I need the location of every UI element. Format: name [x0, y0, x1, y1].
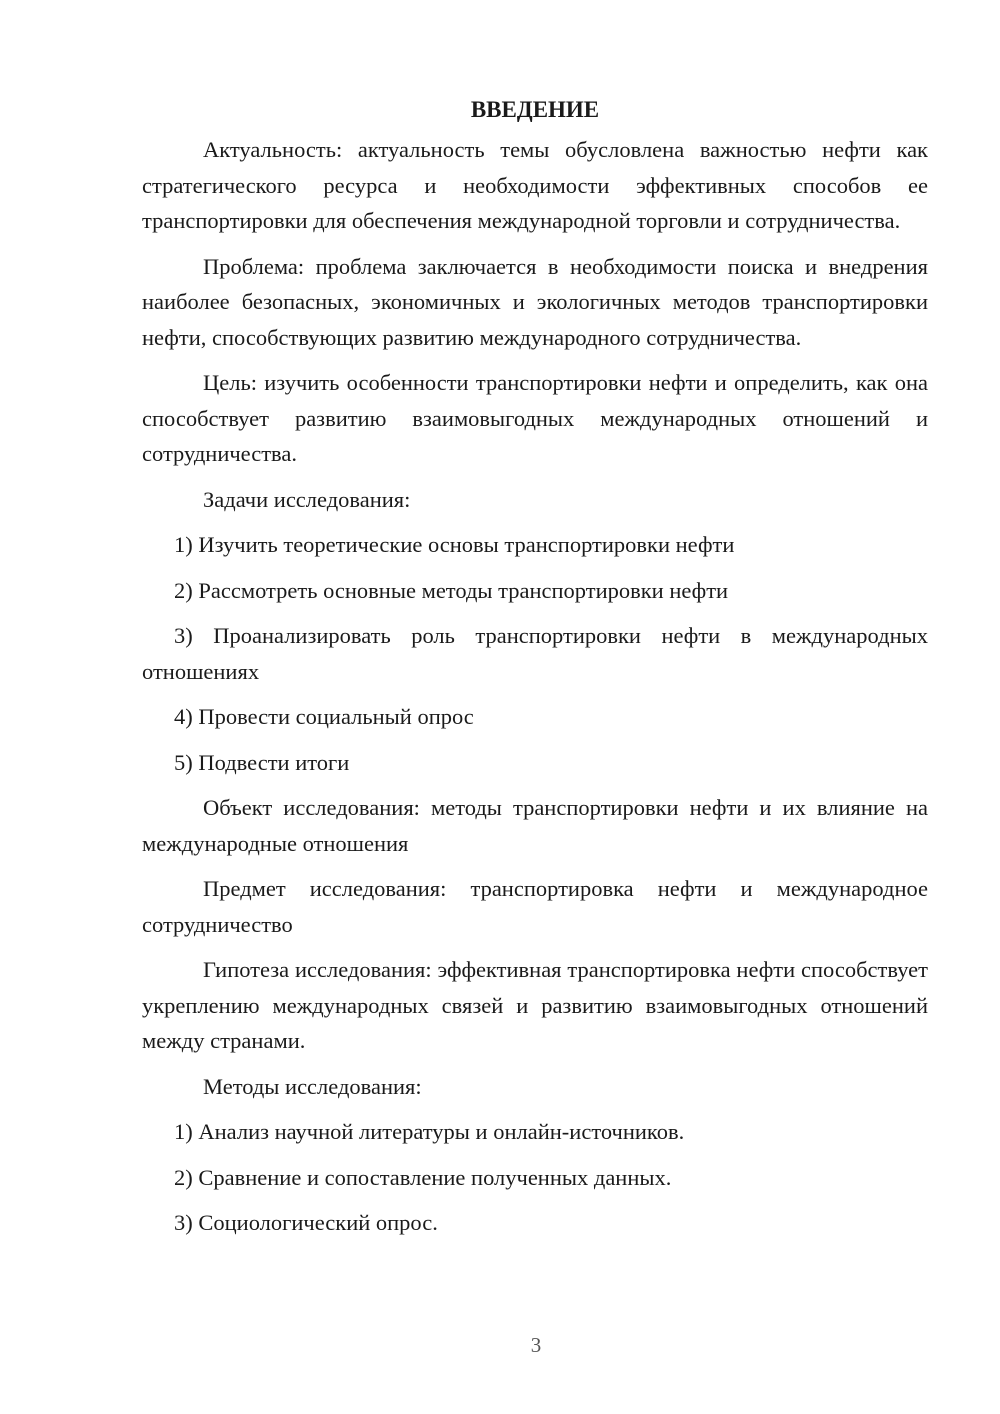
methods-heading: Методы исследования: [203, 1073, 422, 1099]
task-item: 4) Провести социальный опрос [174, 704, 474, 729]
relevance-paragraph: Актуальность: актуальность темы обусловлена важностью нефти как стратегического ресурса и необходимости эффективных способов ее транспортировки для обеспечения международной торговли и сотрудничества. [142, 137, 928, 233]
object-paragraph: Объект исследования: методы транспортировки нефти и их влияние на международные отношения [142, 795, 928, 856]
page-number: 3 [530, 1333, 542, 1357]
tasks-heading: Задачи исследования: [203, 486, 411, 512]
task-item: 2) Рассмотреть основные методы транспортировки нефти [174, 577, 729, 603]
document-page [142, 92, 928, 1251]
task-item: 5) Подвести итоги [174, 749, 350, 775]
problem-paragraph: Проблема: проблема заключается в необходимости поиска и внедрения наиболее безопасных, экономичных и экологичных методов транспортировки нефти, способствующих развитию международного сотрудничества. [142, 253, 928, 350]
method-item: 3) Социологический опрос. [174, 1210, 438, 1235]
subject-paragraph: Предмет исследования: транспортировка нефти и международное сотрудничество [142, 876, 928, 937]
method-item: 1) Анализ научной литературы и онлайн-источников. [174, 1119, 685, 1144]
section-title: ВВЕДЕНИЕ [470, 97, 600, 122]
task-item: 1) Изучить теоретические основы транспортировки нефти [174, 532, 735, 557]
hypothesis-paragraph: Гипотеза исследования: эффективная транспортировка нефти способствует укреплению международных связей и развитию взаимовыгодных отношений между странами. [142, 957, 928, 1053]
goal-paragraph: Цель: изучить особенности транспортировки нефти и определить, как она способствует развитию взаимовыгодных международных отношений и сотрудничества. [142, 370, 928, 466]
task-item: 3) Проанализировать роль транспортировки нефти в международных отношениях [142, 623, 928, 684]
method-item: 2) Сравнение и сопоставление полученных данных. [174, 1164, 672, 1190]
